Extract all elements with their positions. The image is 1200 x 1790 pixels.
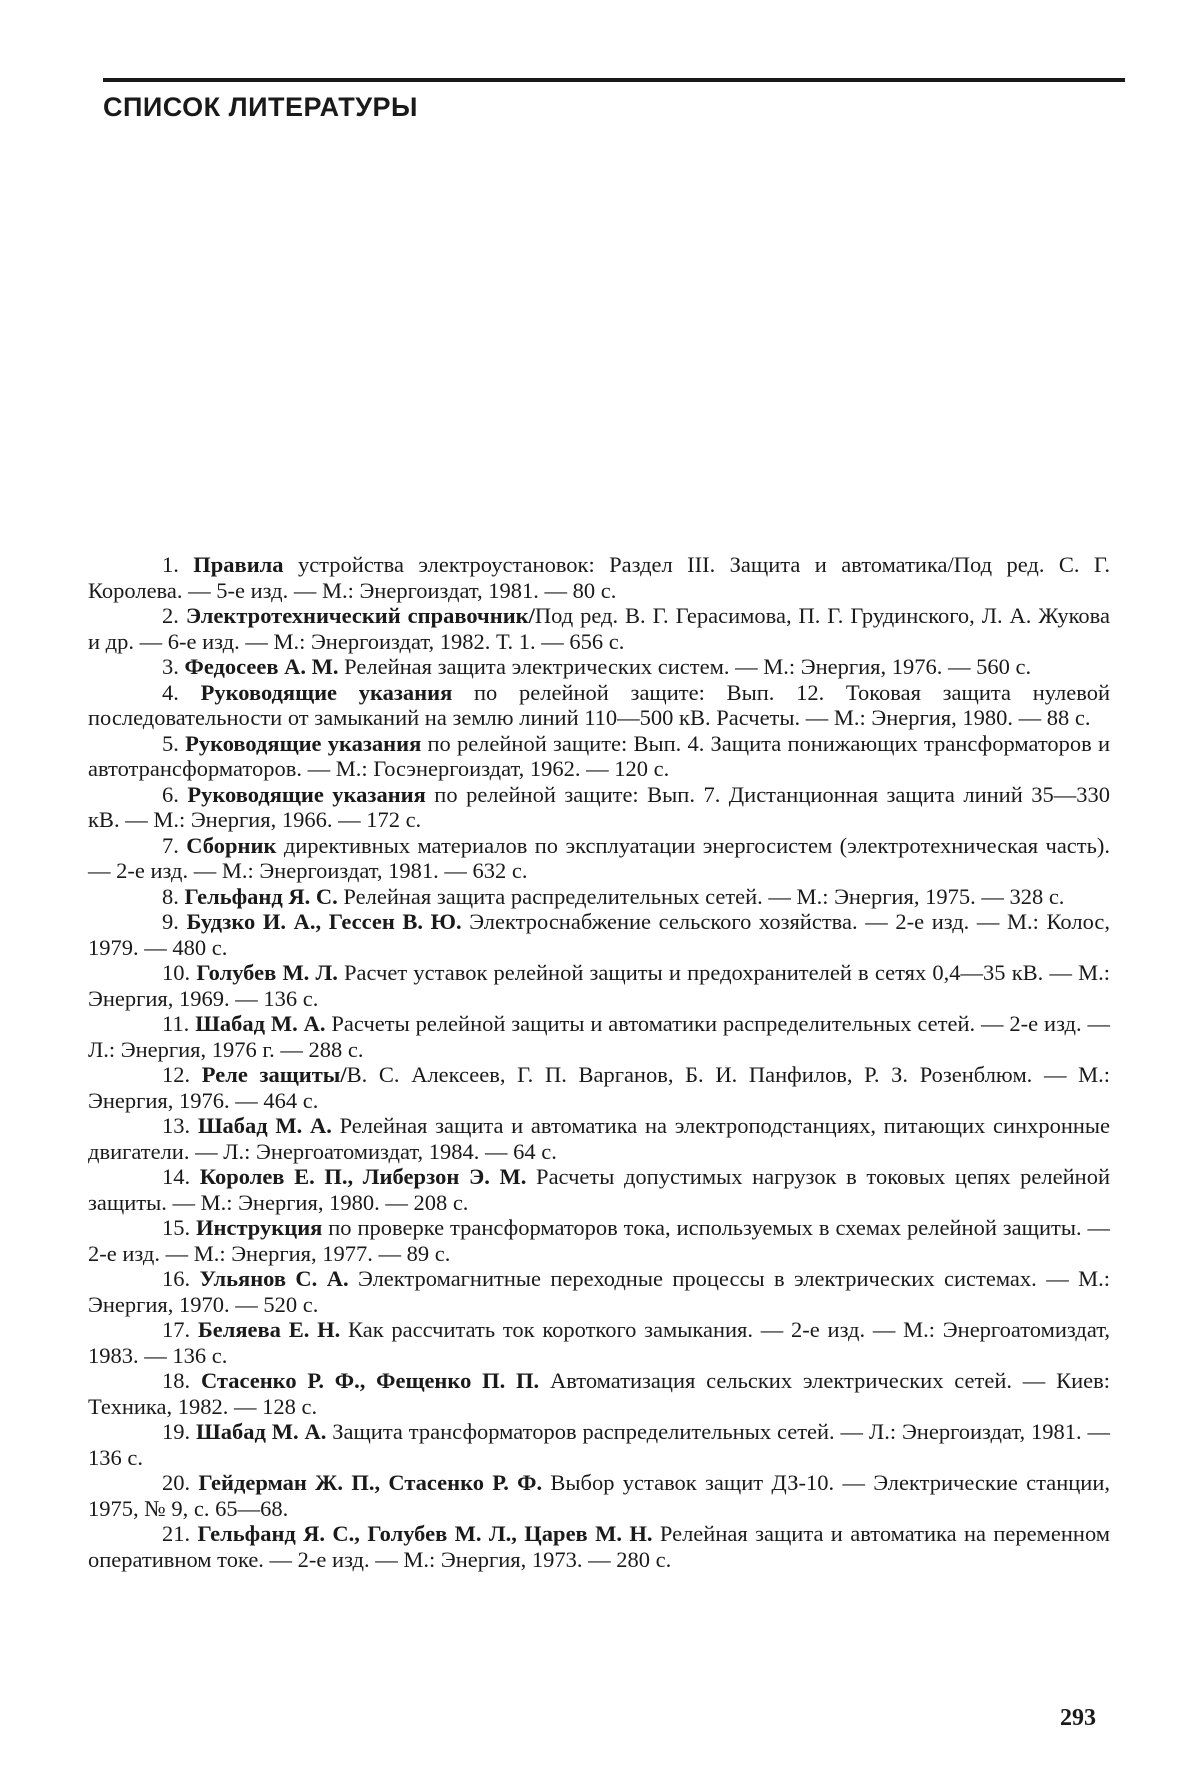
reference-text: Выбор уставок защит ДЗ-10. — Электрические станции, 1975, № 9, с. 65—68. (88, 1470, 1110, 1521)
reference-text: Релейная защита распределительных сетей. — М.: Энергия, 1975. — 328 с. (338, 884, 1065, 909)
page-number: 293 (1060, 1705, 1096, 1732)
reference-text: по релейной защите: Вып. 12. Токовая защита нулевой последовательности от замыканий на землю линий 110—500 кВ. Расчеты. — М.: Энергия, 1980. — 88 с. (88, 680, 1110, 731)
top-rule (103, 78, 1125, 82)
reference-authors: Беляева Е. Н. (198, 1317, 340, 1342)
reference-text: директивных материалов по эксплуатации энергосистем (электротехническая часть). — 2-е изд. — М.: Энергоиздат, 1981. — 632 с. (88, 833, 1110, 884)
reference-text: Электромагнитные переходные процессы в электрических системах. — М.: Энергия, 1970. — 520 с. (88, 1266, 1110, 1317)
reference-text: Автоматизация сельских электрических сетей. — Киев: Техника, 1982. — 128 с. (88, 1368, 1110, 1419)
reference-authors: Реле защиты/ (202, 1062, 347, 1087)
reference-number: 19. (162, 1419, 190, 1444)
page-title: СПИСОК ЛИТЕРАТУРЫ (103, 92, 418, 123)
reference-number: 10. (162, 960, 190, 985)
reference-number: 12. (162, 1062, 190, 1087)
reference-item (88, 552, 1110, 603)
reference-authors: Гельфанд Я. С. (185, 884, 338, 909)
reference-number: 16. (162, 1266, 190, 1291)
reference-item (88, 1470, 1110, 1521)
reference-text: Под ред. В. Г. Герасимова, П. Г. Грудинского, Л. А. Жукова и др. — 6-е изд. — М.: Энергоиздат, 1982. Т. 1. — 656 с. (88, 603, 1110, 654)
reference-authors: Ульянов С. А. (200, 1266, 349, 1291)
reference-text: Расчеты релейной защиты и автоматики распределительных сетей. — 2-е изд. — Л.: Энергия, 1976 г. — 288 с. (88, 1011, 1110, 1062)
reference-item (88, 960, 1110, 1011)
reference-number: 14. (162, 1164, 190, 1189)
reference-authors: Руководящие указания (185, 731, 421, 756)
reference-list (88, 552, 1110, 1572)
reference-authors: Стасенко Р. Ф., Фещенко П. П. (201, 1368, 539, 1393)
reference-authors: Инструкция (196, 1215, 322, 1240)
reference-authors: Сборник (186, 833, 276, 858)
reference-item (88, 680, 1110, 731)
reference-item (88, 1215, 1110, 1266)
reference-number: 15. (162, 1215, 190, 1240)
reference-authors: Шабад М. А. (198, 1113, 332, 1138)
reference-item (88, 1521, 1110, 1572)
reference-item (88, 884, 1110, 910)
reference-authors: Федосеев А. М. (185, 654, 339, 679)
reference-number: 3. (162, 654, 179, 679)
reference-number: 2. (162, 603, 179, 628)
reference-text: Как рассчитать ток короткого замыкания. — 2-е изд. — М.: Энергоатомиздат, 1983. — 136 с. (88, 1317, 1110, 1368)
reference-authors: Электротехнический справочник/ (186, 603, 535, 628)
reference-item (88, 909, 1110, 960)
reference-number: 5. (162, 731, 179, 756)
reference-item (88, 1368, 1110, 1419)
reference-text: В. С. Алексеев, Г. П. Варганов, Б. И. Панфилов, Р. З. Розенблюм. — М.: Энергия, 1976. — 464 с. (88, 1062, 1110, 1113)
reference-text: по релейной защите: Вып. 4. Защита понижающих трансформаторов и автотрансформаторов. — М.: Госэнергоиздат, 1962. — 120 с. (88, 731, 1110, 782)
reference-authors: Гейдерман Ж. П., Стасенко Р. Ф. (198, 1470, 542, 1495)
reference-number: 4. (162, 680, 179, 705)
reference-text: по релейной защите: Вып. 7. Дистанционная защита линий 35—330 кВ. — М.: Энергия, 1966. — 172 с. (88, 782, 1110, 833)
reference-text: Защита трансформаторов распределительных сетей. — Л.: Энергоиздат, 1981. — 136 с. (88, 1419, 1110, 1470)
reference-number: 21. (162, 1521, 190, 1546)
reference-number: 6. (162, 782, 179, 807)
reference-text: Релейная защита и автоматика на электроподстанциях, питающих синхронные двигатели. — Л.: Энергоатомиздат, 1984. — 64 с. (88, 1113, 1110, 1164)
reference-authors: Голубев М. Л. (196, 960, 338, 985)
reference-authors: Королев Е. П., Либерзон Э. М. (200, 1164, 527, 1189)
reference-text: Расчеты допустимых нагрузок в токовых цепях релейной защиты. — М.: Энергия, 1980. — 208 с. (88, 1164, 1110, 1215)
reference-authors: Руководящие указания (201, 680, 453, 705)
reference-authors: Будзко И. А., Гессен В. Ю. (187, 909, 462, 934)
reference-text: Релейная защита и автоматика на переменном оперативном токе. — 2-е изд. — М.: Энергия, 1973. — 280 с. (88, 1521, 1110, 1572)
reference-item (88, 833, 1110, 884)
reference-authors: Гельфанд Я. С., Голубев М. Л., Царев М. Н. (198, 1521, 653, 1546)
reference-authors: Шабад М. А. (195, 1011, 325, 1036)
reference-text: Расчет уставок релейной защиты и предохранителей в сетях 0,4—35 кВ. — М.: Энергия, 1969. — 136 с. (88, 960, 1110, 1011)
reference-number: 13. (162, 1113, 190, 1138)
reference-number: 11. (162, 1011, 189, 1036)
reference-number: 18. (162, 1368, 190, 1393)
reference-authors: Правила (193, 552, 283, 577)
reference-number: 17. (162, 1317, 190, 1342)
reference-item (88, 1317, 1110, 1368)
reference-item (88, 1419, 1110, 1470)
reference-item (88, 654, 1110, 680)
reference-text: устройства электроустановок: Раздел III. Защита и автоматика/Под ред. С. Г. Королева. — 5-е изд. — М.: Энергоиздат, 1981. — 80 с. (88, 552, 1110, 603)
reference-text: Релейная защита электрических систем. — М.: Энергия, 1976. — 560 с. (339, 654, 1032, 679)
reference-item (88, 1113, 1110, 1164)
reference-authors: Шабад М. А. (196, 1419, 326, 1444)
reference-item (88, 603, 1110, 654)
reference-number: 7. (162, 833, 179, 858)
reference-number: 1. (162, 552, 179, 577)
reference-item (88, 782, 1110, 833)
reference-item (88, 1011, 1110, 1062)
reference-number: 9. (162, 909, 179, 934)
reference-item (88, 1062, 1110, 1113)
reference-item (88, 1266, 1110, 1317)
reference-authors: Руководящие указания (187, 782, 425, 807)
reference-text: Электроснабжение сельского хозяйства. — 2-е изд. — М.: Колос, 1979. — 480 с. (88, 909, 1110, 960)
reference-number: 20. (162, 1470, 190, 1495)
reference-number: 8. (162, 884, 179, 909)
reference-text: по проверке трансформаторов тока, используемых в схемах релейной защиты. — 2-е изд. — М.: Энергия, 1977. — 89 с. (88, 1215, 1110, 1266)
reference-item (88, 731, 1110, 782)
reference-item (88, 1164, 1110, 1215)
